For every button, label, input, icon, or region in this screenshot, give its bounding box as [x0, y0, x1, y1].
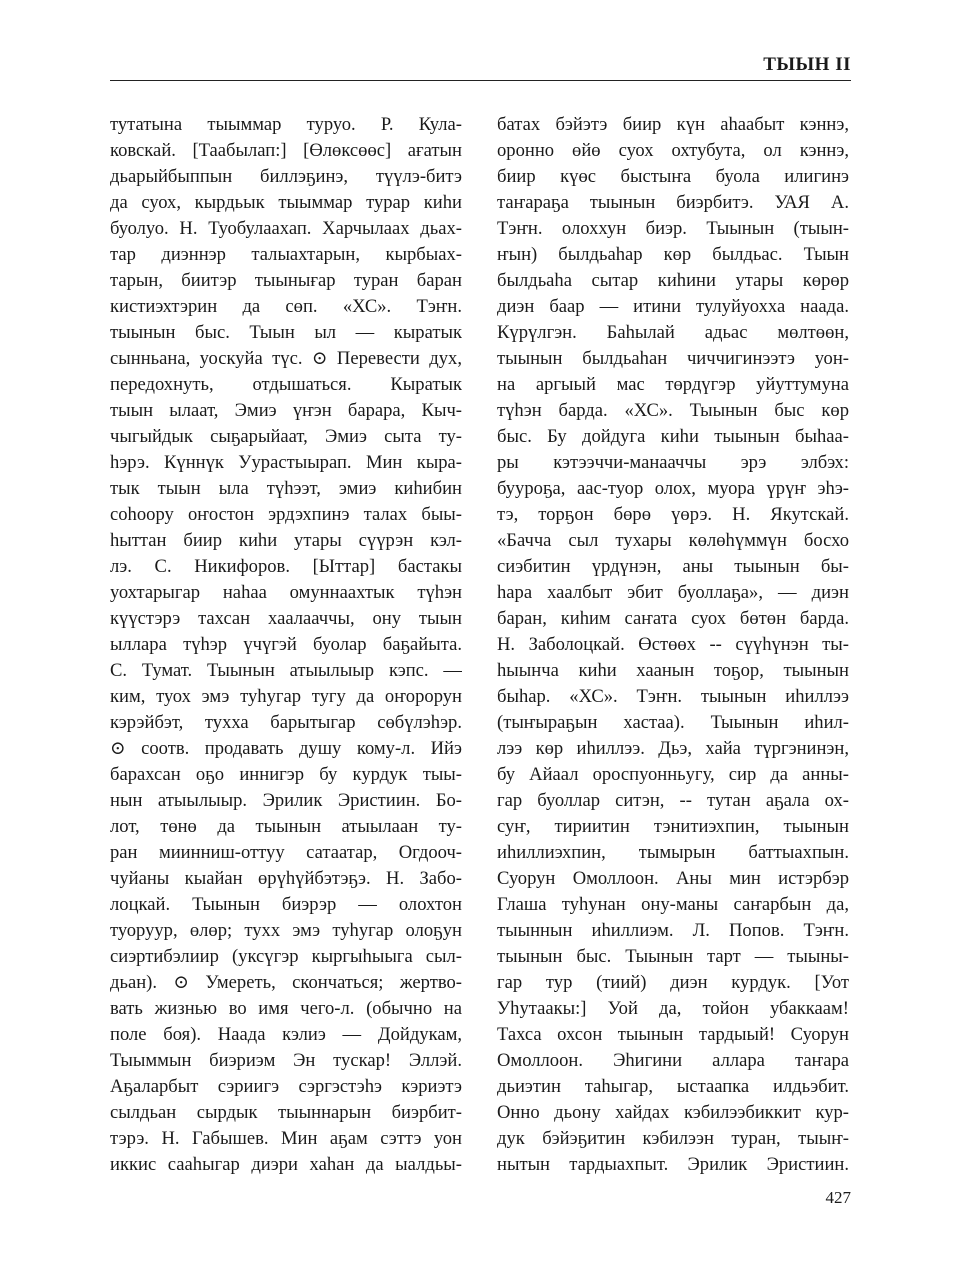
text-line: баран, киһим саҥата суох бөтөн барда.	[497, 608, 849, 629]
text-line: күүстэрэ тахсан хаалааччы, ону тыын	[110, 608, 462, 629]
text-line: тутатына тыыммар туруо. Р. Кула-	[110, 114, 462, 135]
text-line: ковскай. [Таабылап:] [Өлөксөөс] ағатын	[110, 140, 462, 161]
text-line: түһэн барда. «ХС». Тыынын быс көр	[497, 400, 849, 421]
running-header-title: ТЫЫН II	[763, 54, 851, 75]
text-line: туоруур, өлөр; тухх эмэ туһугар олоҕун	[110, 920, 462, 941]
text-line: сылдьан сырдык тыыннарын биэрбит-	[110, 1102, 462, 1123]
text-line: һыттан биир киһи утары сүүрэн кэл-	[110, 530, 462, 551]
text-line: ры кэтээччи-манааччы эрэ элбэх:	[497, 452, 849, 473]
text-line: батах бэйэтэ биир күн аһаабыт кэннэ,	[497, 114, 849, 135]
text-line: диэн баар — итини тулуйуохха наада.	[497, 296, 849, 317]
text-line: тыынын быс. Тыын ыл — кыратык	[110, 322, 462, 343]
text-line: ыллара түһэр үчүгэй буолар баҕайыта.	[110, 634, 462, 655]
text-line: Омоллоон. Эһигини аллара таҥара	[497, 1050, 849, 1071]
left-column	[110, 112, 462, 1178]
page-number: 427	[825, 1188, 851, 1207]
text-line: «Бачча сыл тухары көлөһүммүн босхо	[497, 530, 849, 551]
text-line: Уһутаакы:] Уой да, тойон убаккаам!	[497, 998, 849, 1019]
text-line: сиэбитин үрдүнэн, аны тыынын бы-	[497, 556, 849, 577]
text-line: гар буоллар ситэн, -- тутан аҕала ох-	[497, 790, 849, 811]
text-line: ҥын) былдьаһар көр былдьас. Тыын	[497, 244, 849, 265]
text-line: С. Тумат. Тыынын атыылыыр кэпс. —	[110, 660, 462, 681]
text-line: дьан). ⊙ Умереть, скончаться; жертво-	[110, 972, 462, 993]
text-line: лот, төнө да тыынын атыылаан ту-	[110, 816, 462, 837]
text-line: Онно дьону хайдах кэбилээбиккит кур-	[497, 1102, 849, 1123]
text-line: кистиэхтэрин да сөп. «ХС». Тэҥн.	[110, 296, 462, 317]
text-line: Тэҥн. олоххун биэр. Тыынын (тыын-	[497, 218, 849, 239]
text-line: тэ, торҕон бөрө үөрэ. Н. Якутскай.	[497, 504, 849, 525]
text-line: һыынча киһи хаанын тоҕор, тыынын	[497, 660, 849, 681]
text-line: оронно өйө суох охтубута, ол кэннэ,	[497, 140, 849, 161]
text-line: дьиэтин таһыгар, ыстаапка илдьэбит.	[497, 1076, 849, 1097]
text-line: Күрүлгэн. Баһылай адьас мөлтөөн,	[497, 322, 849, 343]
text-line: чыгыйдык сыҕарыйаат, Эмиэ сыта ту-	[110, 426, 462, 447]
text-line: уохтарыгар наһаа омуннаахтык түһэн	[110, 582, 462, 603]
text-line: Тахса охсон тыынын тардыый! Суорун	[497, 1024, 849, 1045]
text-line: Аҕаларбыт сэриигэ сэргэстэһэ кэриэтэ	[110, 1076, 462, 1097]
text-line: һэрэ. Күннүк Уурастыырап. Мин кыра-	[110, 452, 462, 473]
text-line: нын атыылыыр. Эрилик Эристиин. Бо-	[110, 790, 462, 811]
text-line: тэрэ. Н. Габышев. Мин аҕам сэттэ уон	[110, 1128, 462, 1149]
text-line: таҥараҕа тыынын биэрбитэ. УАЯ А.	[497, 192, 849, 213]
text-line: тыынын быс. Тыынын тарт — тыыны-	[497, 946, 849, 967]
text-line: да суох, кырдьык тыыммар турар киһи	[110, 192, 462, 213]
text-line: иккис сааһыгар диэри хаһан да ыалдьы-	[110, 1154, 462, 1175]
text-line: һара хаалбыт эбит буоллаҕа», — диэн	[497, 582, 849, 603]
text-line: Глаша туһунан ону-маны саҥарбын да,	[497, 894, 849, 915]
text-line: кэрэйбэт, тухха барытыгар сөбүлэһэр.	[110, 712, 462, 733]
text-line: чуйаны кыайан өрүһүйбэтэҕэ. Н. Забо-	[110, 868, 462, 889]
text-line: тык тыын ыла түһээт, эмиэ киһибин	[110, 478, 462, 499]
text-line: былдьаһа сытар киһини утары көрөр	[497, 270, 849, 291]
text-line: биир күөс быстыҥа буола илигинэ	[497, 166, 849, 187]
text-line: тыын ылаат, Эмиэ үҥэн барара, Кыч-	[110, 400, 462, 421]
text-line: ким, туох эмэ туһугар тугу да оҥорорун	[110, 686, 462, 707]
text-line: быһар. «ХС». Тэҥн. тыынын иһиллээ	[497, 686, 849, 707]
text-line: нытын тардыахпыт. Эрилик Эристиин.	[497, 1154, 849, 1175]
text-line: Суорун Омоллоон. Аны мин истэрбэр	[497, 868, 849, 889]
text-line: лэ. С. Никифоров. [Ыттар] бастакы	[110, 556, 462, 577]
text-line: иһиллиэхпин, тымырын баттыахпын.	[497, 842, 849, 863]
text-line: Тыыммын биэриэм Эн тускар! Эллэй.	[110, 1050, 462, 1071]
header-rule	[110, 80, 851, 81]
text-line: Н. Заболоцкай. Өстөөх -- сүүһүнэн ты-	[497, 634, 849, 655]
text-line: лээ көр иһиллээ. Дьэ, хайа түргэнинэн,	[497, 738, 849, 759]
text-line: тар диэннэр талыахтарын, кырбыах-	[110, 244, 462, 265]
text-line: на аргыый мас төрдүгэр уйуттумуна	[497, 374, 849, 395]
text-line: гар тур (тиий) диэн курдук. [Уот	[497, 972, 849, 993]
text-line: бууроҕа, аас-туор олох, муора үрүҥ эһэ-	[497, 478, 849, 499]
text-line: бу Айаал ороспуонньугу, сир да анны-	[497, 764, 849, 785]
text-line: лоцкай. Тыынын биэрэр — олохтон	[110, 894, 462, 915]
text-line: передохнуть, отдышаться. Кыратык	[110, 374, 462, 395]
text-line: ран миинниш-оттуу сатаатар, Огдооч-	[110, 842, 462, 863]
text-line: тыынын былдьаһан чиччигинээтэ уон-	[497, 348, 849, 369]
text-line: соһоору оҥостон эрдэхпинэ талах быы-	[110, 504, 462, 525]
text-line: тарын, биитэр тыынығар туран баран	[110, 270, 462, 291]
text-line: сиэртибэлиир (уксүгэр кыргыһыыга сыл-	[110, 946, 462, 967]
text-line: вать жизнью во имя чего-л. (обычно на	[110, 998, 462, 1019]
text-line: барахсан оҕо иннигэр бу курдук тыы-	[110, 764, 462, 785]
text-line: дук бэйэҕитин кэбилээн туран, тыыҥ-	[497, 1128, 849, 1149]
text-line: ⊙ соотв. продавать душу кому-л. Ийэ	[110, 738, 462, 759]
text-line: дьарыйбыппын биллэҕинэ, түүлэ-битэ	[110, 166, 462, 187]
text-line: (тыҥыраҕын хастаа). Тыынын иһил-	[497, 712, 849, 733]
text-line: суҥ, тириитин тэнитиэхпин, тыынын	[497, 816, 849, 837]
text-line: буолуо. Н. Туобулаахап. Харчылаах дьах-	[110, 218, 462, 239]
text-line: тыыннын иһиллиэм. Л. Попов. Тэҥн.	[497, 920, 849, 941]
text-line: быс. Бу дойдуга киһи тыынын быһаа-	[497, 426, 849, 447]
text-line: поле боя). Наада кэлиэ — Дойдукам,	[110, 1024, 462, 1045]
text-line: сынньана, уоскуйа түс. ⊙ Перевести дух,	[110, 348, 462, 369]
right-column	[497, 112, 849, 1178]
